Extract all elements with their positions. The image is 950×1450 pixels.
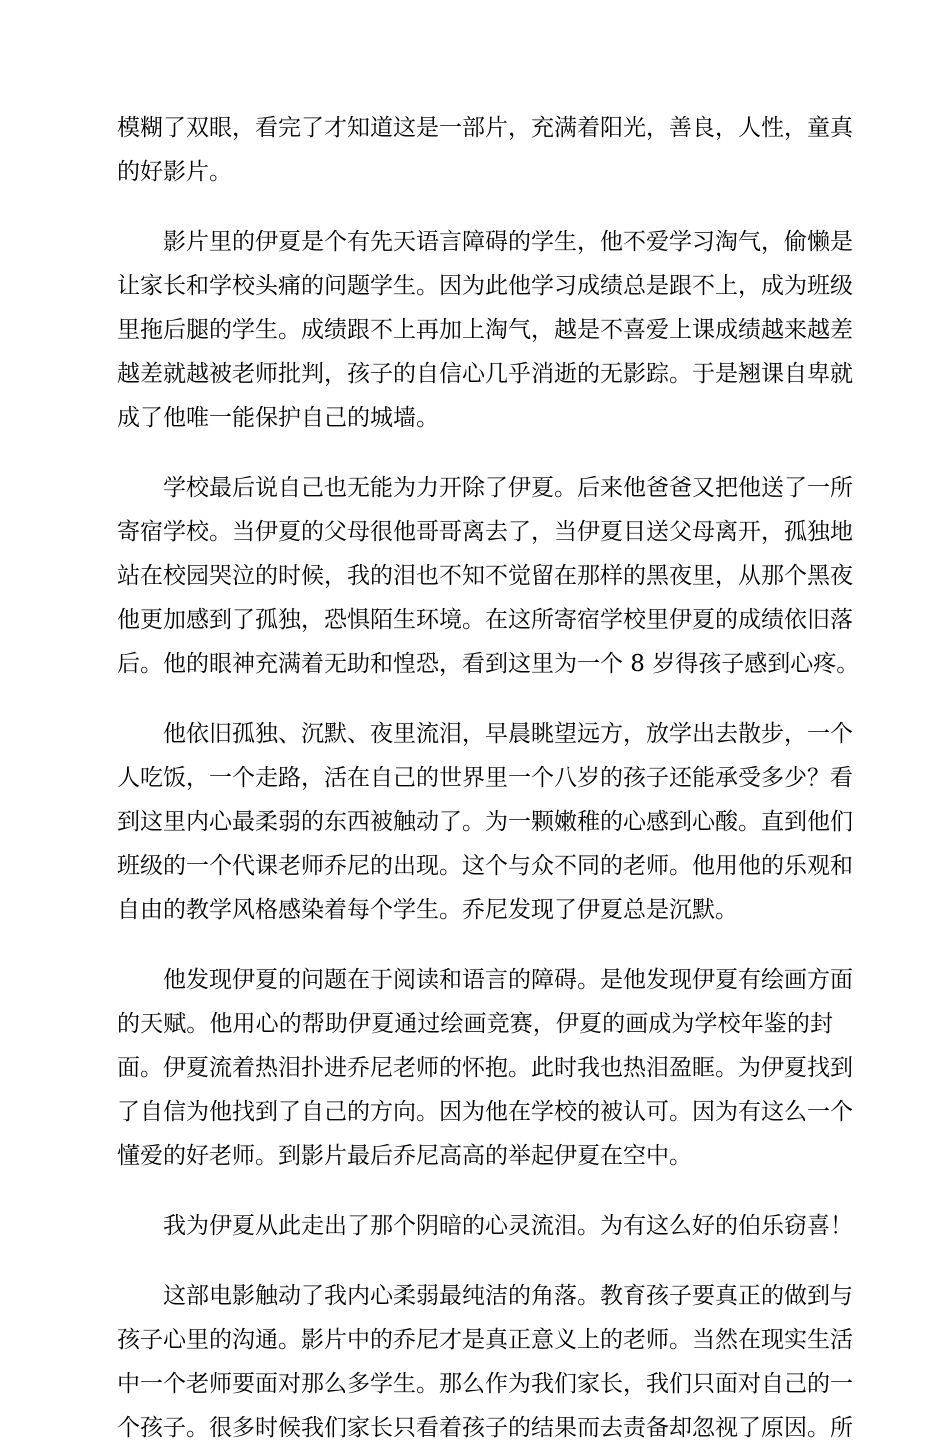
text-line: 个孩子。很多时候我们家长只看着孩子的结果而去责备却忽视了原因。所 bbox=[117, 1415, 853, 1441]
paragraph-gap bbox=[117, 440, 833, 466]
document-body bbox=[117, 106, 860, 1450]
text-line: 人吃饭，一个走路，活在自己的世界里一个八岁的孩子还能承受多少？看 bbox=[117, 765, 853, 791]
paragraph bbox=[117, 1274, 853, 1450]
text-line: 这部电影触动了我内心柔弱最纯洁的角落。教育孩子要真正的做到与 bbox=[163, 1283, 853, 1309]
text-line: 班级的一个代课老师乔尼的出现。这个与众不同的老师。他用他的乐观和 bbox=[117, 853, 853, 879]
text-line: 模糊了双眼，看完了才知道这是一部片，充满着阳光，善良，人性，童真 bbox=[117, 115, 853, 141]
text-line: 他依旧孤独、沉默、夜里流泪，早晨眺望远方，放学出去散步，一个 bbox=[163, 721, 853, 747]
text-line: 后。他的眼神充满着无助和惶恐，看到这里为一个 8 岁得孩子感到心疼。 bbox=[117, 651, 860, 677]
paragraph-gap bbox=[117, 932, 833, 958]
text-line: 让家长和学校头痛的问题学生。因为此他学习成绩总是跟不上，成为班级 bbox=[117, 273, 853, 299]
text-line: 他更加感到了孤独，恐惧陌生环境。在这所寄宿学校里伊夏的成绩依旧落 bbox=[117, 607, 853, 633]
text-line: 面。伊夏流着热泪扑进乔尼老师的怀抱。此时我也热泪盈眶。为伊夏找到 bbox=[117, 1055, 853, 1081]
paragraph-gap bbox=[117, 194, 833, 220]
text-line: 中一个老师要面对那么多学生。那么作为我们家长，我们只面对自己的一 bbox=[117, 1371, 853, 1397]
text-line: 寄宿学校。当伊夏的父母很他哥哥离去了，当伊夏目送父母离开，孤独地 bbox=[117, 519, 853, 545]
text-line: 的好影片。 bbox=[117, 159, 232, 185]
paragraph bbox=[117, 712, 853, 932]
text-line: 他发现伊夏的问题在于阅读和语言的障碍。是他发现伊夏有绘画方面 bbox=[163, 967, 853, 993]
paragraph bbox=[117, 466, 860, 686]
text-line: 站在校园哭泣的时候，我的泪也不知不觉留在那样的黑夜里，从那个黑夜 bbox=[117, 563, 853, 589]
text-line: 自由的教学风格感染着每个学生。乔尼发现了伊夏总是沉默。 bbox=[117, 897, 738, 923]
text-line: 里拖后腿的学生。成绩跟不上再加上淘气，越是不喜爱上课成绩越来越差 bbox=[117, 317, 853, 343]
paragraph-gap bbox=[117, 1248, 833, 1274]
paragraph bbox=[117, 220, 853, 440]
paragraph-gap bbox=[117, 1178, 833, 1204]
text-line: 到这里内心最柔弱的东西被触动了。为一颗嫩稚的心感到心酸。直到他们 bbox=[117, 809, 853, 835]
paragraph bbox=[117, 958, 853, 1178]
paragraph bbox=[117, 106, 853, 194]
text-line: 越差就越被老师批判，孩子的自信心几乎消逝的无影踪。于是翘课自卑就 bbox=[117, 361, 853, 387]
text-line: 了自信为他找到了自己的方向。因为他在学校的被认可。因为有这么一个 bbox=[117, 1099, 853, 1125]
paragraph bbox=[117, 1204, 853, 1248]
text-line: 懂爱的好老师。到影片最后乔尼高高的举起伊夏在空中。 bbox=[117, 1143, 692, 1169]
text-line: 我为伊夏从此走出了那个阴暗的心灵流泪。为有这么好的伯乐窃喜！ bbox=[163, 1213, 853, 1239]
paragraph-gap bbox=[117, 686, 833, 712]
text-line: 学校最后说自己也无能为力开除了伊夏。后来他爸爸又把他送了一所 bbox=[163, 475, 853, 501]
text-line: 成了他唯一能保护自己的城墙。 bbox=[117, 405, 439, 431]
text-line: 的天赋。他用心的帮助伊夏通过绘画竞赛，伊夏的画成为学校年鉴的封 bbox=[117, 1011, 833, 1037]
text-line: 影片里的伊夏是个有先天语言障碍的学生，他不爱学习淘气，偷懒是 bbox=[163, 229, 853, 255]
text-line: 孩子心里的沟通。影片中的乔尼才是真正意义上的老师。当然在现实生活 bbox=[117, 1327, 853, 1353]
